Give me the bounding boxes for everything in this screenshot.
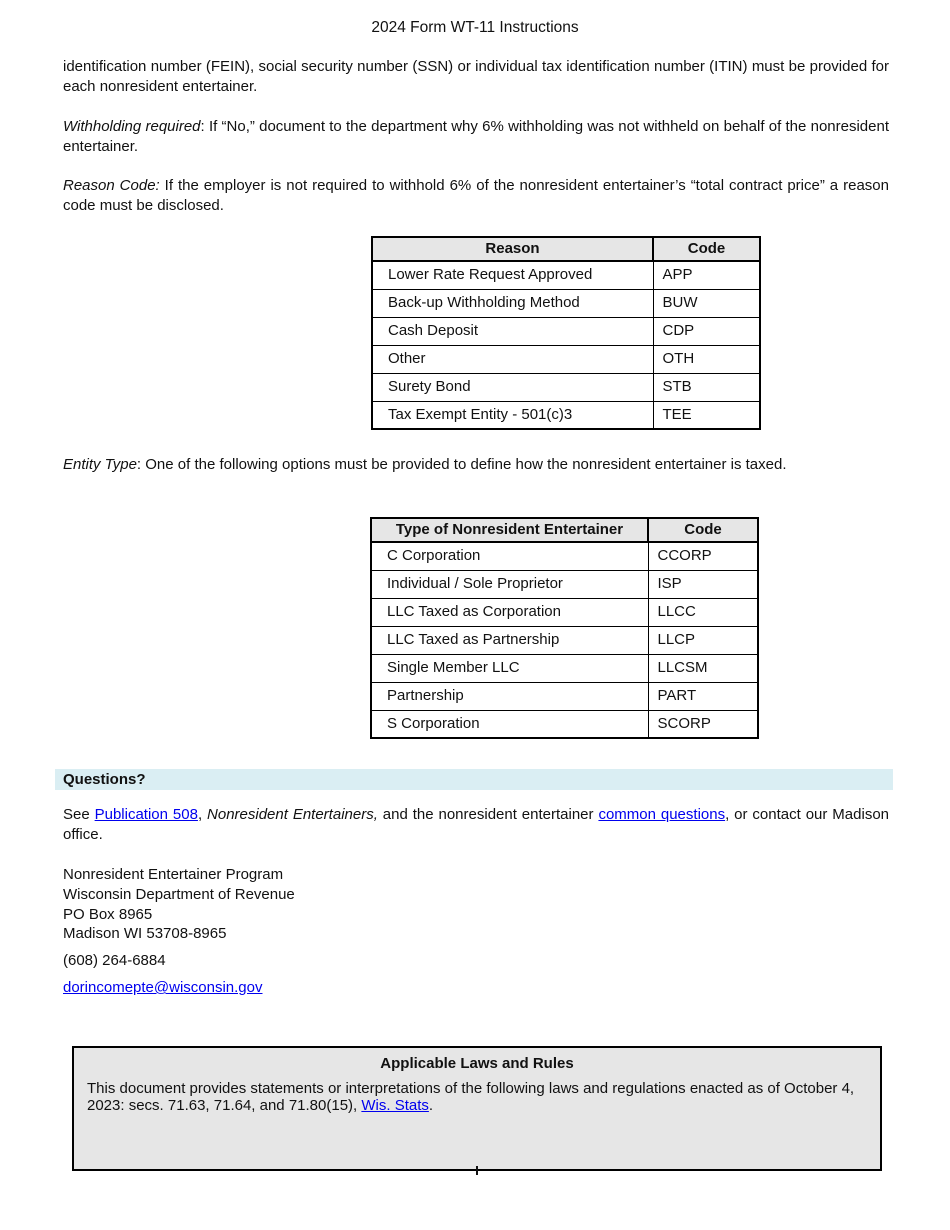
code-cell: STB [653,373,760,401]
code-cell: PART [648,682,758,710]
page-footer-mark [476,1166,478,1175]
table-row [372,289,760,317]
page-title: 2024 Form WT-11 Instructions [371,19,579,36]
code-cell: APP [653,261,760,289]
reason-code-lead: Reason Code: [63,177,160,194]
table-row [371,570,758,598]
laws-body-text: This document provides statements or interpretations of the following laws and regulations enacted as of October 4, 2023: secs. 71.63, 71.64, and 71.80(15), [87,1080,855,1114]
intro-text: identification number (FEIN), social security number (SSN) or individual tax identification number (ITIN) must be provided for each nonresident entertainer. [63,58,889,95]
code-cell: CCORP [648,542,758,570]
code-cell: TEE [653,401,760,429]
reason-cell: Tax Exempt Entity - 501(c)3 [372,401,653,429]
entity-type-text: : One of the following options must be provided to define how the nonresident entertainer is taxed. [136,456,787,473]
entity-cell: C Corporation [371,542,648,570]
reason-cell: Surety Bond [372,373,653,401]
code-cell: CDP [653,317,760,345]
questions-suffix: , or contact our Madison office. [63,806,889,843]
reason-cell: Back-up Withholding Method [372,289,653,317]
table-header-row [371,518,758,542]
laws-box-body [87,1080,867,1114]
table-row [372,401,760,429]
intro-paragraph [63,57,889,97]
wis-stats-link[interactable]: Wis. Stats [361,1097,429,1114]
see-prefix: See [63,806,95,823]
code-cell: BUW [653,289,760,317]
questions-paragraph [63,805,889,845]
email-link[interactable]: dorincomepte@wisconsin.gov [63,979,263,996]
entity-cell: Single Member LLC [371,654,648,682]
reason-cell: Lower Rate Request Approved [372,261,653,289]
column-header-code: Code [648,518,758,542]
column-header-reason: Reason [372,237,653,261]
entity-cell: Partnership [371,682,648,710]
code-cell: ISP [648,570,758,598]
address-line: Wisconsin Department of Revenue [63,885,295,903]
table-row [371,598,758,626]
entity-type-table [370,517,759,739]
laws-box-title: Applicable Laws and Rules [380,1055,574,1072]
laws-body-suffix: . [428,1097,434,1114]
withholding-text: : If “No,” document to the department why 6% withholding was not withheld on behalf of the nonresident entertainer. [63,118,889,155]
code-cell: SCORP [648,710,758,738]
questions-heading: Questions? [63,771,146,788]
between-text: and the nonresident entertainer [377,806,599,823]
entity-cell: Individual / Sole Proprietor [371,570,648,598]
table-header-row [372,237,760,261]
code-cell: OTH [653,345,760,373]
address-line: PO Box 8965 [63,905,153,923]
column-header-entertainer-type: Type of Nonresident Entertainer [371,518,648,542]
reason-code-paragraph [63,176,889,216]
code-cell: LLCC [648,598,758,626]
mailing-address-block [63,865,889,944]
table-row [372,317,760,345]
reason-cell: Other [372,345,653,373]
entity-cell: LLC Taxed as Partnership [371,626,648,654]
applicable-laws-box [72,1046,882,1171]
address-line: Nonresident Entertainer Program [63,866,284,883]
table-row [371,682,758,710]
code-cell: LLCP [648,626,758,654]
entity-type-lead: Entity Type [63,456,137,473]
table-row [372,345,760,373]
after-publication: , [197,806,208,823]
table-row [372,373,760,401]
entity-cell: S Corporation [371,710,648,738]
table-row [371,654,758,682]
code-cell: LLCSM [648,654,758,682]
table-row [372,261,760,289]
reason-code-text: If the employer is not required to withhold 6% of the nonresident entertainer’s “total contract price” a reason code must be disclosed. [63,177,889,214]
table-row [371,710,758,738]
common-questions-link[interactable]: common questions [598,806,726,823]
reason-code-table [371,236,761,430]
address-line: Madison WI 53708-8965 [63,925,227,943]
questions-section-header [55,769,893,790]
withholding-lead: Withholding required [63,118,201,135]
entity-type-paragraph [63,455,889,475]
publication-title: Nonresident Entertainers, [207,806,378,823]
publication-508-link[interactable]: Publication 508 [94,806,198,823]
phone-number: (608) 264-6884 [63,952,166,969]
column-header-code: Code [653,237,760,261]
entity-cell: LLC Taxed as Corporation [371,598,648,626]
withholding-paragraph [63,117,889,157]
table-row [371,542,758,570]
table-row [371,626,758,654]
reason-cell: Cash Deposit [372,317,653,345]
